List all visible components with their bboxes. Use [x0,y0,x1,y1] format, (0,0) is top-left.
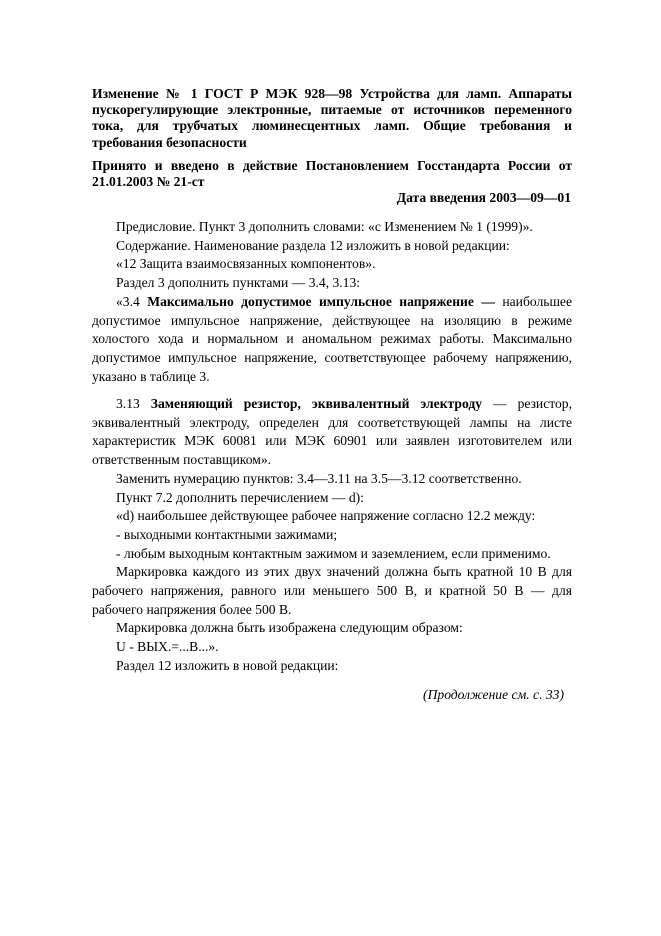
paragraph-definition-3-4 [92,293,572,387]
amendment-title [92,86,572,151]
paragraph-definition-3-13 [92,395,572,470]
definition-3-13-term: Заменяющий резистор, эквивалентный электроду [150,396,483,411]
acceptance-note [92,158,572,190]
definition-3-4-number: «3.4 [116,293,148,309]
paragraph-marking-multiples: Маркировка каждого из этих двух значений должна быть кратной 10 В для рабочего напряжения, равного или меньшего 500 В, и кратной 50 В — для рабочего напряжения более 500 В. [92,564,572,617]
amendment-body-part-1 [92,218,572,386]
amendment-body-part-2 [92,395,572,676]
paragraph-renumbering: Заменить нумерацию пунктов: 3.4—3.11 на 3.5—3.12 соответственно. [116,470,522,486]
definition-3-13-number: 3.13 [116,396,151,411]
marking-example: U - ВЫХ.=...В...». [116,639,219,655]
paragraph-section-12: Раздел 12 изложить в новой редакции: [116,657,339,673]
paragraph-clause-7-2: Пункт 7.2 дополнить перечислением — d): [116,489,364,505]
paragraph-section-3: Раздел 3 дополнить пунктами — 3.4, 3.13: [116,275,361,291]
paragraph-contents: Содержание. Наименование раздела 12 изложить в новой редакции: [116,237,510,253]
paragraph-marking-format: Маркировка должна быть изображена следующим образом: [116,620,463,636]
acceptance-note-text: Принято и введено в действие Постановлением Госстандарта России от 21.01.2003 № 21-ст [92,158,572,190]
continuation-note: (Продолжение см. с. 33) [423,687,564,702]
paragraph-preface: Предисловие. Пункт 3 дополнить словами: «с Изменением № 1 (1999)». [116,219,533,234]
definition-3-13-text: — резистор, эквивалентный электроду, определен для соответствующей лампы на листе характеристик МЭК 60081 или МЭК 60901 или заявлен изготовителем или ответственным поставщиком». [92,396,572,468]
amendment-title-text: Изменение № 1 ГОСТ Р МЭК 928—98 Устройства для ламп. Аппараты пускорегулирующие электронные, питаемые от источников переменного тока, для трубчатых люминесцентных ламп. Общие требования и требования безопасности [92,86,572,150]
paragraph-item-d: «d) наибольшее действующее рабочее напряжение согласно 12.2 между: [116,508,536,524]
list-item-output-terminals: - выходными контактными зажимами; [116,526,338,542]
list-item-terminal-to-earth: - любым выходным контактным зажимом и заземлением, если применимо. [116,545,551,561]
definition-3-4-term: Максимально допустимое импульсное напряжение — [147,293,495,309]
paragraph-section-12-title: «12 Защита взаимосвязанных компонентов». [116,256,376,272]
definition-3-4-text: наибольшее допустимое импульсное напряжение, действующее на изоляцию в режиме холостого хода и нормальном и аномальном режимах работы. Максимально допустимое импульсное напряжение, соответствующее рабочему напряжению, указано в таблице 3. [92,293,572,384]
effective-date: Дата введения 2003—09—01 [396,190,571,205]
